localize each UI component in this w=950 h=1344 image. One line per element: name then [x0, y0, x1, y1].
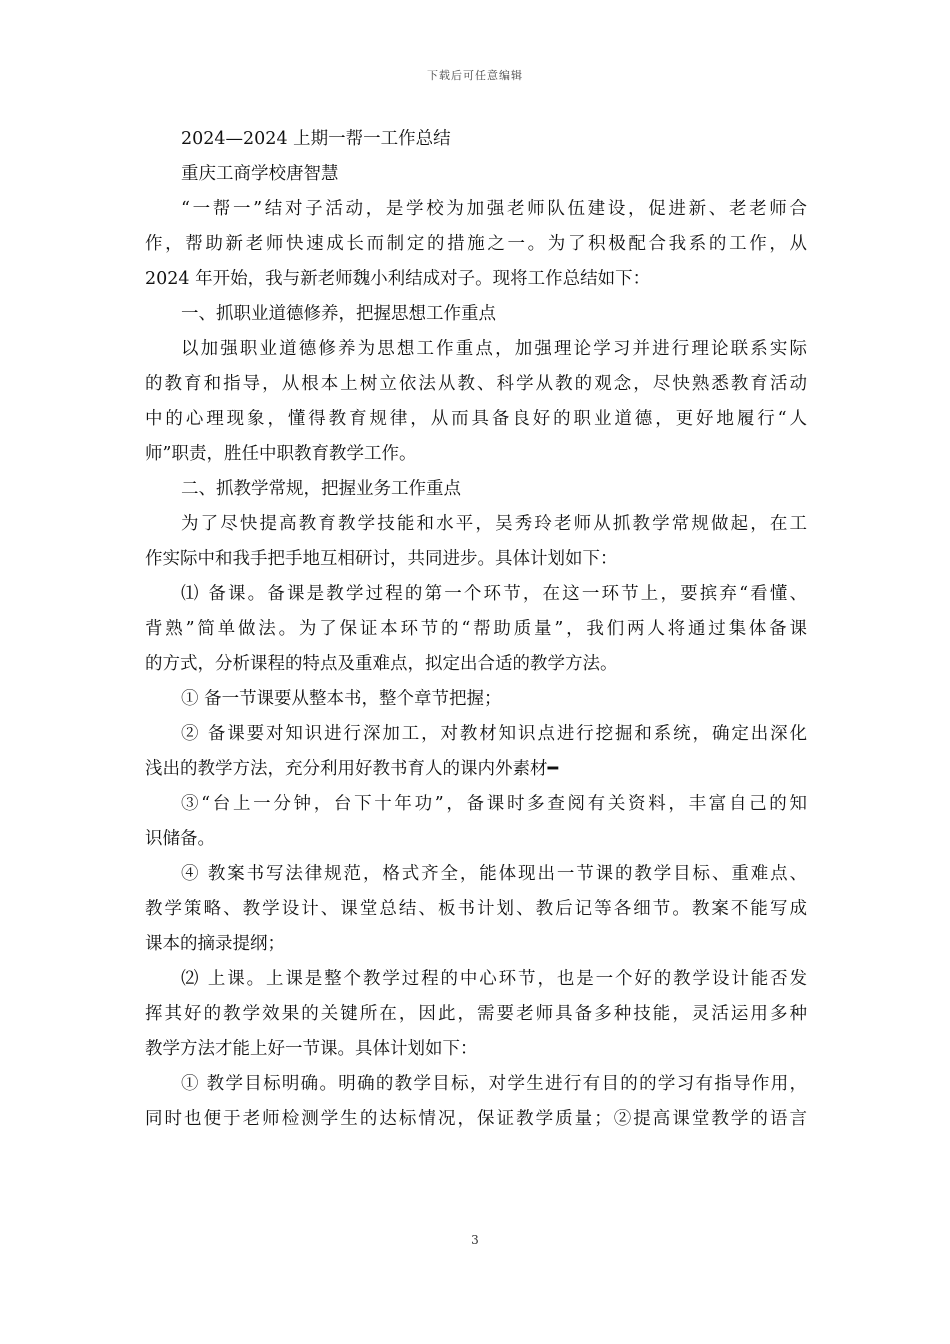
- text-line: ⑴ 备课。备课是教学过程的第一个环节，在这一环节上，要摈弃“看懂、: [181, 584, 807, 604]
- text-line: ③“台上一分钟，台下十年功”，备课时多查阅有关资料，丰富自己的知: [181, 794, 807, 814]
- text-line: ① 备一节课要从整本书，整个章节把握；: [181, 689, 502, 709]
- page-header: 下载后可任意编辑: [427, 69, 523, 82]
- text-line: ⑵ 上课。上课是整个教学过程的中心环节，也是一个好的教学设计能否发: [181, 969, 807, 989]
- text-line: 中的心理现象，懂得教育规律，从而具备良好的职业道德，更好地履行“人: [145, 409, 807, 429]
- text-line: 背熟”简单做法。为了保证本环节的“帮助质量”，我们两人将通过集体备课: [145, 619, 807, 639]
- text-line: 2024 年开始，我与新老师魏小利结成对子。现将工作总结如下：: [145, 269, 651, 289]
- text-line: 浅出的教学方法，充分利用好教书育人的课内外素材━: [145, 759, 559, 779]
- text-line: 教学方法才能上好一节课。具体计划如下：: [145, 1039, 478, 1059]
- text-line: 作实际中和我手把手地互相研讨，共同进步。具体计划如下：: [145, 549, 618, 569]
- text-line: 挥其好的教学效果的关键所在，因此，需要老师具备多种技能，灵活运用多种: [145, 1004, 807, 1024]
- text-line: ① 教学目标明确。明确的教学目标，对学生进行有目的的学习有指导作用，: [181, 1074, 807, 1094]
- text-line: 识储备。: [145, 829, 215, 849]
- text-line: 作，帮助新老师快速成长而制定的措施之一。为了积极配合我系的工作，从: [145, 234, 807, 254]
- text-line: 以加强职业道德修养为思想工作重点，加强理论学习并进行理论联系实际: [181, 339, 807, 359]
- text-line: 的教育和指导，从根本上树立依法从教、科学从教的观念，尽快熟悉教育活动: [145, 374, 807, 394]
- text-line: 为了尽快提高教育教学技能和水平，吴秀玲老师从抓教学常规做起，在工: [181, 514, 807, 534]
- text-line: 二、抓教学常规，把握业务工作重点: [181, 479, 461, 499]
- text-line: 课本的摘录提纲；: [145, 934, 285, 954]
- text-line: 一、抓职业道德修养，把握思想工作重点: [181, 304, 496, 324]
- text-line: ② 备课要对知识进行深加工，对教材知识点进行挖掘和系统，确定出深化: [181, 724, 807, 744]
- page-number: 3: [471, 1233, 479, 1247]
- text-line: 重庆工商学校唐智慧: [181, 164, 339, 184]
- text-line: 同时也便于老师检测学生的达标情况，保证教学质量；②提高课堂教学的语言: [145, 1109, 807, 1129]
- text-line: 师”职责，胜任中职教育教学工作。: [145, 444, 417, 464]
- text-line: 的方式，分析课程的特点及重难点，拟定出合适的教学方法。: [145, 654, 618, 674]
- text-line: ④ 教案书写法律规范，格式齐全，能体现出一节课的教学目标、重难点、: [181, 864, 807, 884]
- text-line: “一帮一”结对子活动，是学校为加强老师队伍建设，促进新、老老师合: [181, 199, 807, 219]
- document-body: [145, 122, 807, 1137]
- text-line: 2024—2024 上期一帮一工作总结: [181, 129, 451, 149]
- text-line: 教学策略、教学设计、课堂总结、板书计划、教后记等各细节。教案不能写成: [145, 899, 807, 919]
